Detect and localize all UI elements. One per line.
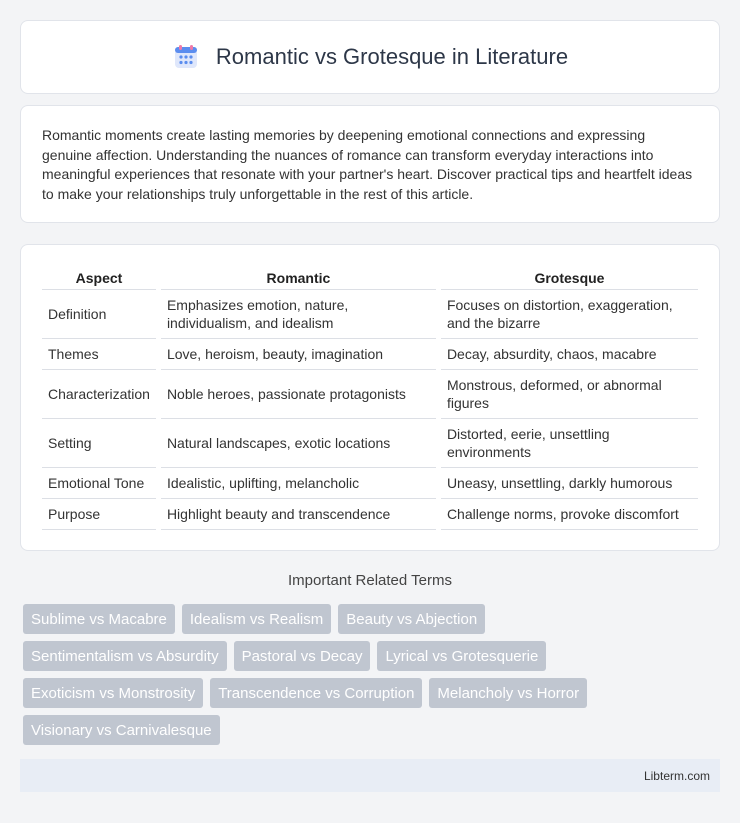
related-term-tag[interactable]: Sentimentalism vs Absurdity — [23, 641, 227, 671]
intro-card — [20, 105, 720, 223]
table-cell-aspect: Emotional Tone — [42, 468, 156, 499]
tag-row — [23, 678, 623, 708]
comparison-table-card — [20, 244, 720, 551]
table-row — [42, 468, 698, 499]
table-header-row — [42, 263, 698, 290]
table-cell-romantic: Highlight beauty and transcendence — [161, 499, 436, 530]
column-header-romantic: Romantic — [161, 263, 436, 290]
footer — [20, 759, 720, 792]
table-cell-grotesque: Challenge norms, provoke discomfort — [441, 499, 698, 530]
table-cell-romantic: Emphasizes emotion, nature, individualism, and idealism — [161, 290, 436, 339]
related-term-tag[interactable]: Lyrical vs Grotesquerie — [377, 641, 546, 671]
related-term-tag[interactable]: Visionary vs Carnivalesque — [23, 715, 220, 745]
table-row — [42, 419, 698, 468]
table-cell-grotesque: Focuses on distortion, exaggeration, and the bizarre — [441, 290, 698, 339]
table-cell-aspect: Characterization — [42, 370, 156, 419]
related-term-tag[interactable]: Exoticism vs Monstrosity — [23, 678, 203, 708]
table-cell-aspect: Purpose — [42, 499, 156, 530]
footer-site-link[interactable]: Libterm.com — [643, 768, 710, 783]
column-header-aspect: Aspect — [42, 263, 156, 290]
table-row — [42, 370, 698, 419]
table-cell-grotesque: Decay, absurdity, chaos, macabre — [441, 339, 698, 370]
tag-row — [23, 715, 623, 745]
table-row — [42, 290, 698, 339]
table-cell-grotesque: Distorted, eerie, unsettling environments — [441, 419, 698, 468]
tag-row — [23, 604, 623, 634]
related-terms-title: Important Related Terms — [288, 572, 452, 589]
related-term-tag[interactable]: Sublime vs Macabre — [23, 604, 175, 634]
related-term-tag[interactable]: Idealism vs Realism — [182, 604, 331, 634]
calendar-icon — [172, 43, 200, 71]
table-cell-romantic: Noble heroes, passionate protagonists — [161, 370, 436, 419]
related-term-tag[interactable]: Transcendence vs Corruption — [210, 678, 422, 708]
related-term-tag[interactable]: Melancholy vs Horror — [429, 678, 587, 708]
header — [172, 43, 568, 71]
table-row — [42, 339, 698, 370]
related-terms-list — [23, 604, 623, 752]
table-cell-romantic: Natural landscapes, exotic locations — [161, 419, 436, 468]
related-term-tag[interactable]: Beauty vs Abjection — [338, 604, 485, 634]
table-cell-grotesque: Uneasy, unsettling, darkly humorous — [441, 468, 698, 499]
table-cell-aspect: Definition — [42, 290, 156, 339]
column-header-grotesque: Grotesque — [441, 263, 698, 290]
intro-text: Romantic moments create lasting memories by deepening emotional connections and expressing genuine affection. Understanding the nuances of romance can transform everyday interactions into meaningful experiences that resonate with your partner's heart. Discover practical tips and heartfelt ideas to make your relationships truly unforgettable in the rest of this article. — [42, 127, 693, 202]
comparison-table — [37, 263, 703, 530]
related-term-tag[interactable]: Pastoral vs Decay — [234, 641, 371, 671]
table-row — [42, 499, 698, 530]
page-title: Romantic vs Grotesque in Literature — [215, 44, 569, 69]
table-cell-aspect: Setting — [42, 419, 156, 468]
table-cell-grotesque: Monstrous, deformed, or abnormal figures — [441, 370, 698, 419]
table-cell-romantic: Love, heroism, beauty, imagination — [161, 339, 436, 370]
table-cell-aspect: Themes — [42, 339, 156, 370]
header-card — [20, 20, 720, 94]
tag-row — [23, 641, 623, 671]
table-cell-romantic: Idealistic, uplifting, melancholic — [161, 468, 436, 499]
